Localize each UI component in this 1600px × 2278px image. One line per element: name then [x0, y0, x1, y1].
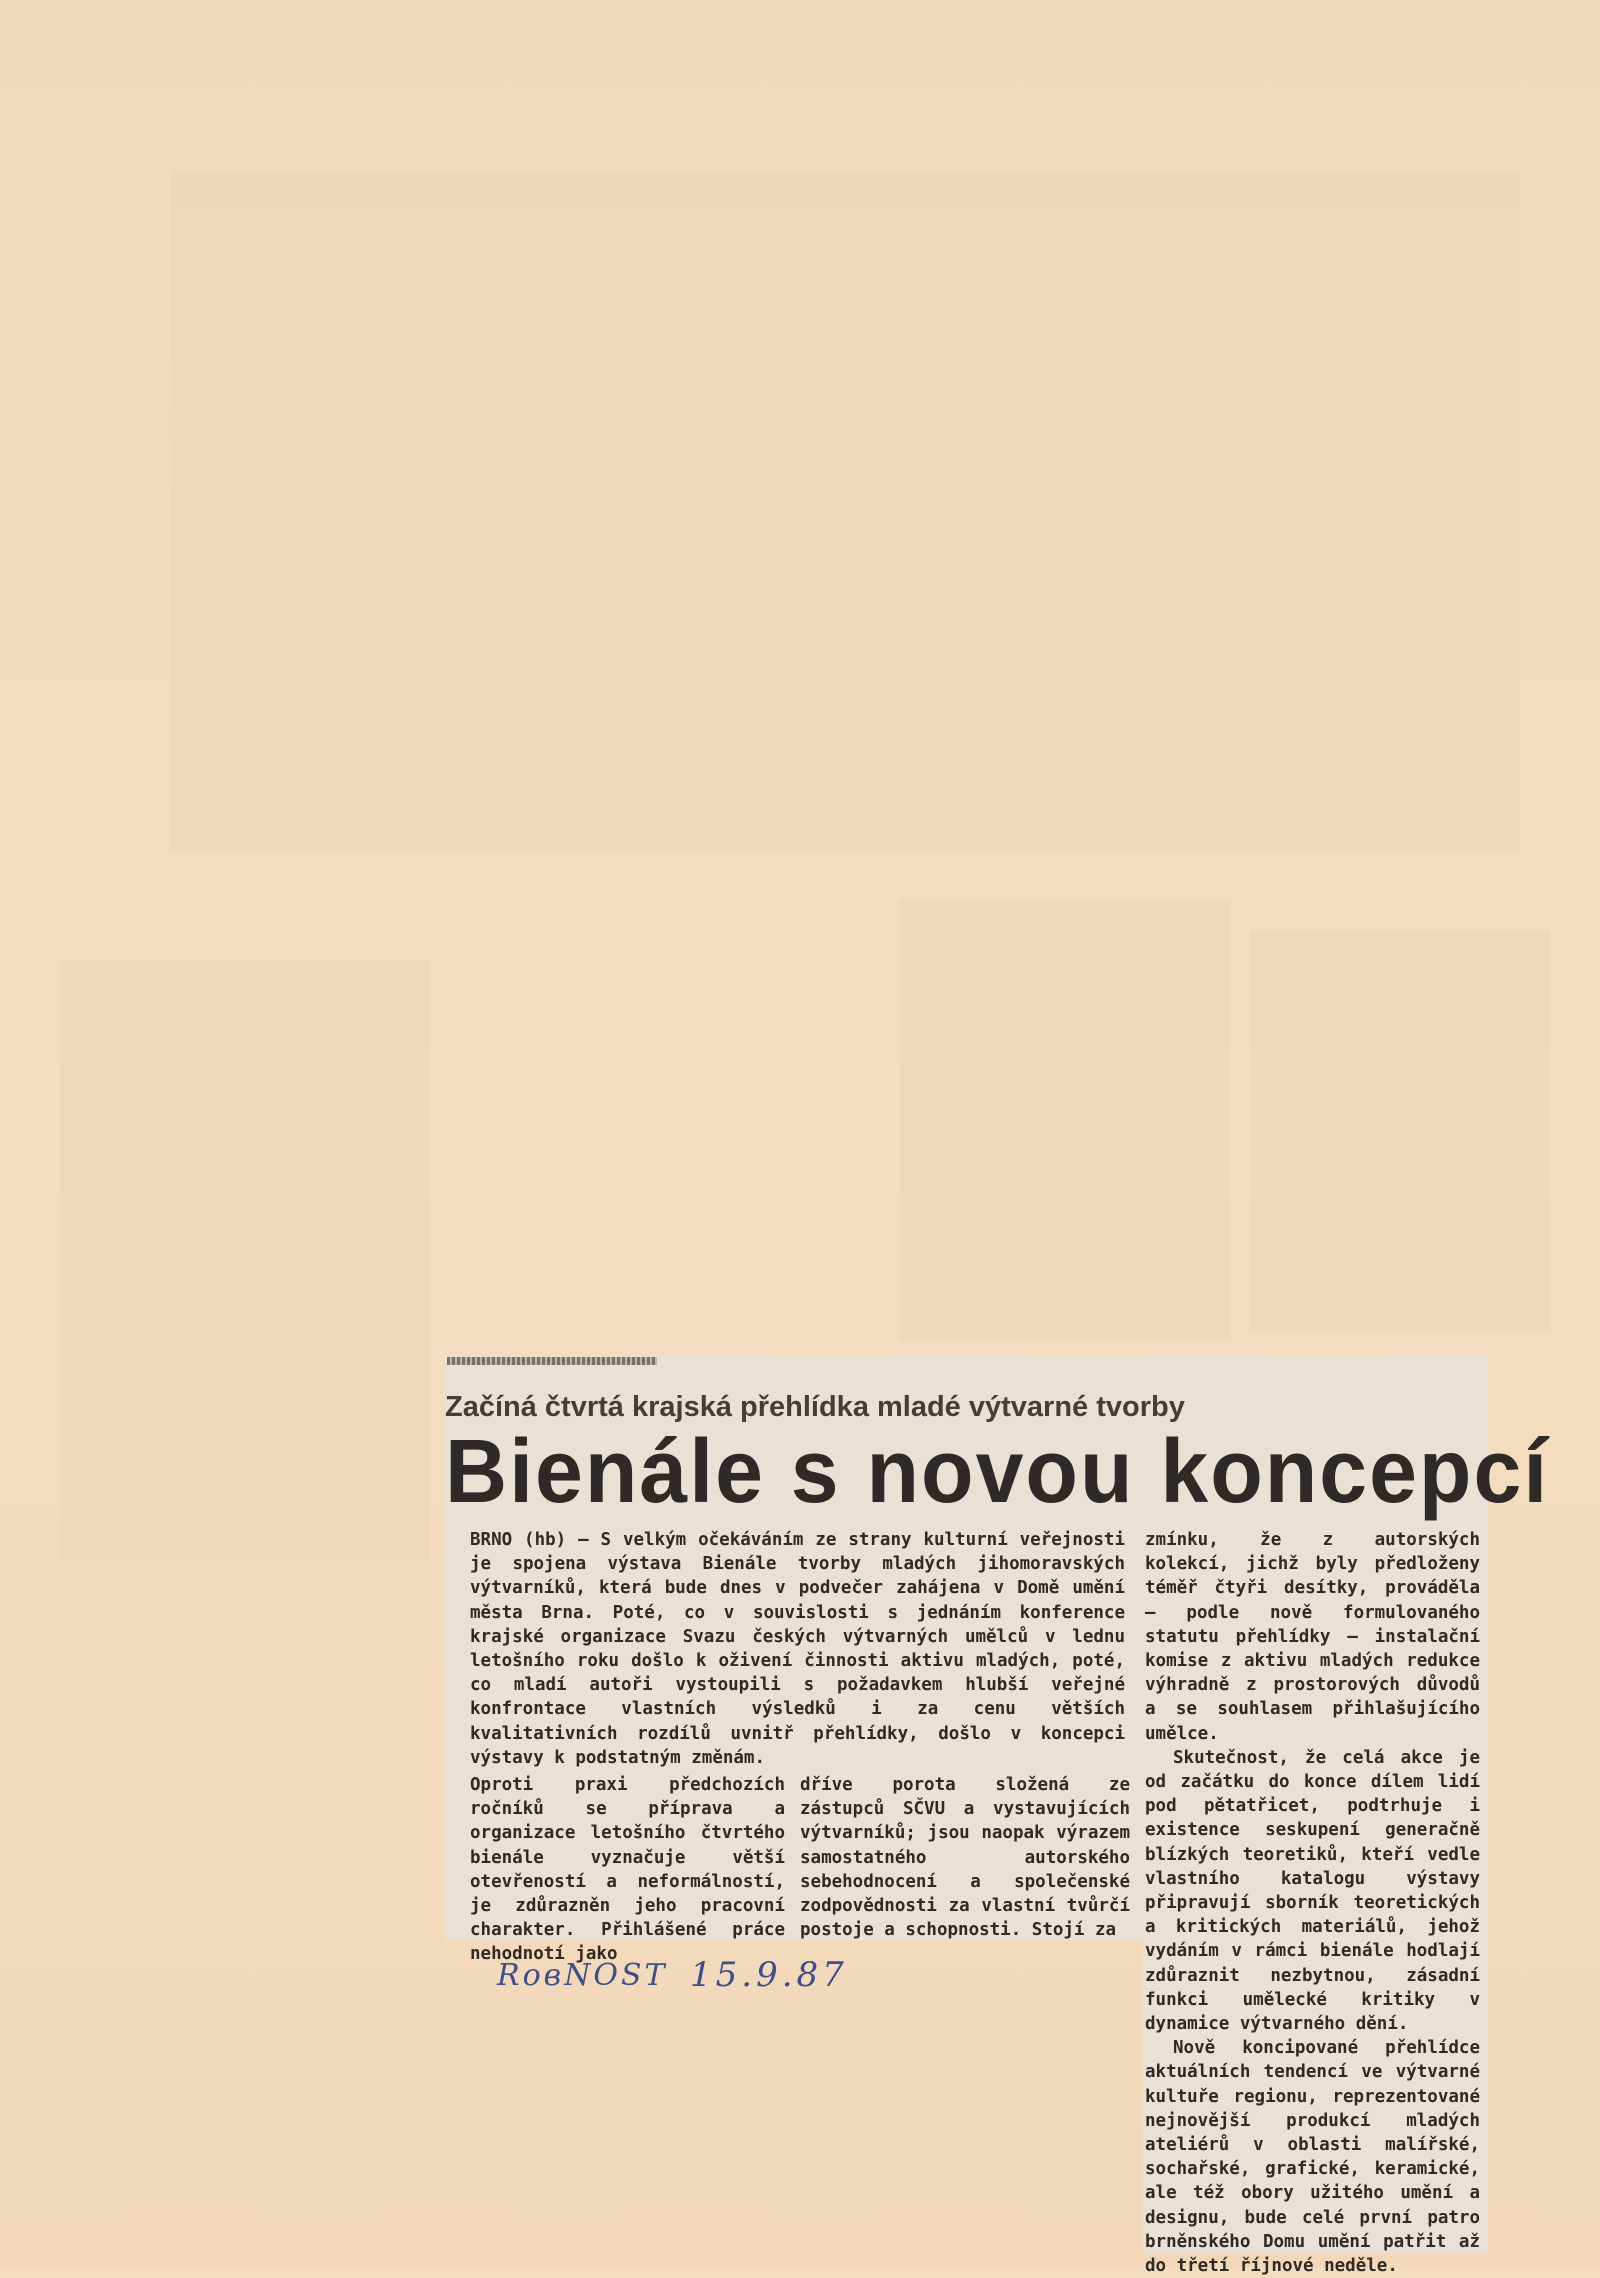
- column-2-text: dříve porota složená ze zástupců SČVU a vystavujících výtvarníků; jsou naopak výrazem samostatného autorského sebehodnocení a společenské zodpovědnosti za vlastní tvůrčí postoje a schopnosti. Stojí za: [800, 1775, 1130, 1941]
- handwritten-date: 15.9.87: [690, 1955, 848, 1995]
- column-1-text: Oproti praxi předchozích ročníků se příprava a organizace letošního čtvrtého bienále vyznačuje větší otevřeností a neformálností, je zdůrazněn jeho pracovní charakter. Přihlášené práce nehodnotí jako: [470, 1775, 785, 1965]
- article-headline: Bienále s novou koncepcí: [445, 1421, 1550, 1522]
- column-3-paragraph-3: Nově koncipované přehlídce aktuálních tendencí ve výtvarné kultuře regionu, reprezentované nejnovější produkcí mladých ateliérů v oblasti malířské, sochařské, grafické, keramické, ale též obory užitého umění a designu, bude celé první patro brněnského Domu umění patřit až do třetí říjnové neděle.: [1145, 2038, 1480, 2277]
- show-through-column-left: [60, 960, 430, 1560]
- article-column-3: [1145, 1528, 1480, 2278]
- article-kicker: Začíná čtvrtá krajská přehlídka mladé výtvarné tvorby: [445, 1391, 1185, 1423]
- show-through-column-right: [1250, 930, 1550, 1330]
- column-3-paragraph-2: Skutečnost, že celá akce je od začátku do konce dílem lidí pod pětatřicet, podtrhuje i existence seskupení generačně blízkých teoretiků, kteří vedle vlastního katalogu výstavy připravují sborník teoretických a kritických materiálů, jehož vydáním v rámci bienále hodlají zdůraznit nezbytnou, zásadní funkci umělecké kritiky v dynamice výtvarného dění.: [1145, 1747, 1480, 2035]
- article-column-1: [470, 1773, 785, 1967]
- handwritten-source: RовNOST: [497, 1958, 668, 1993]
- article-lead-paragraph: [470, 1528, 1125, 1770]
- show-through-block: [170, 170, 1520, 850]
- lead-text: BRNO (hb) — S velkým očekáváním ze strany kulturní veřejnosti je spojena výstava Bienále tvorby mladých jihomoravských výtvarníků, která bude dnes v podvečer zahájena v Domě umění města Brna. Poté, co v souvislosti s jednáním konference krajské organizace Svazu českých výtvarných umělců v lednu letošního roku došlo k oživení činnosti aktivu mladých, poté, co mladí autoři vystoupili s požadavkem hlubší veřejné konfrontace vlastních výsledků i za cenu větších kvalitativních rozdílů uvnitř přehlídky, došlo v koncepci výstavy k podstatným změnám.: [470, 1530, 1125, 1768]
- column-3-paragraph-1: zmínku, že z autorských kolekcí, jichž byly předloženy téměř čtyři desítky, prováděla — podle nově formulovaného statutu přehlídky — instalační komise z aktivu mladých redukce výhradně z prostorových důvodů a se souhlasem přihlašujícího umělce.: [1145, 1530, 1480, 1744]
- clipping-torn-edge: [447, 1357, 657, 1365]
- article-column-2: [800, 1773, 1130, 1942]
- show-through-column-middle: [900, 900, 1230, 1340]
